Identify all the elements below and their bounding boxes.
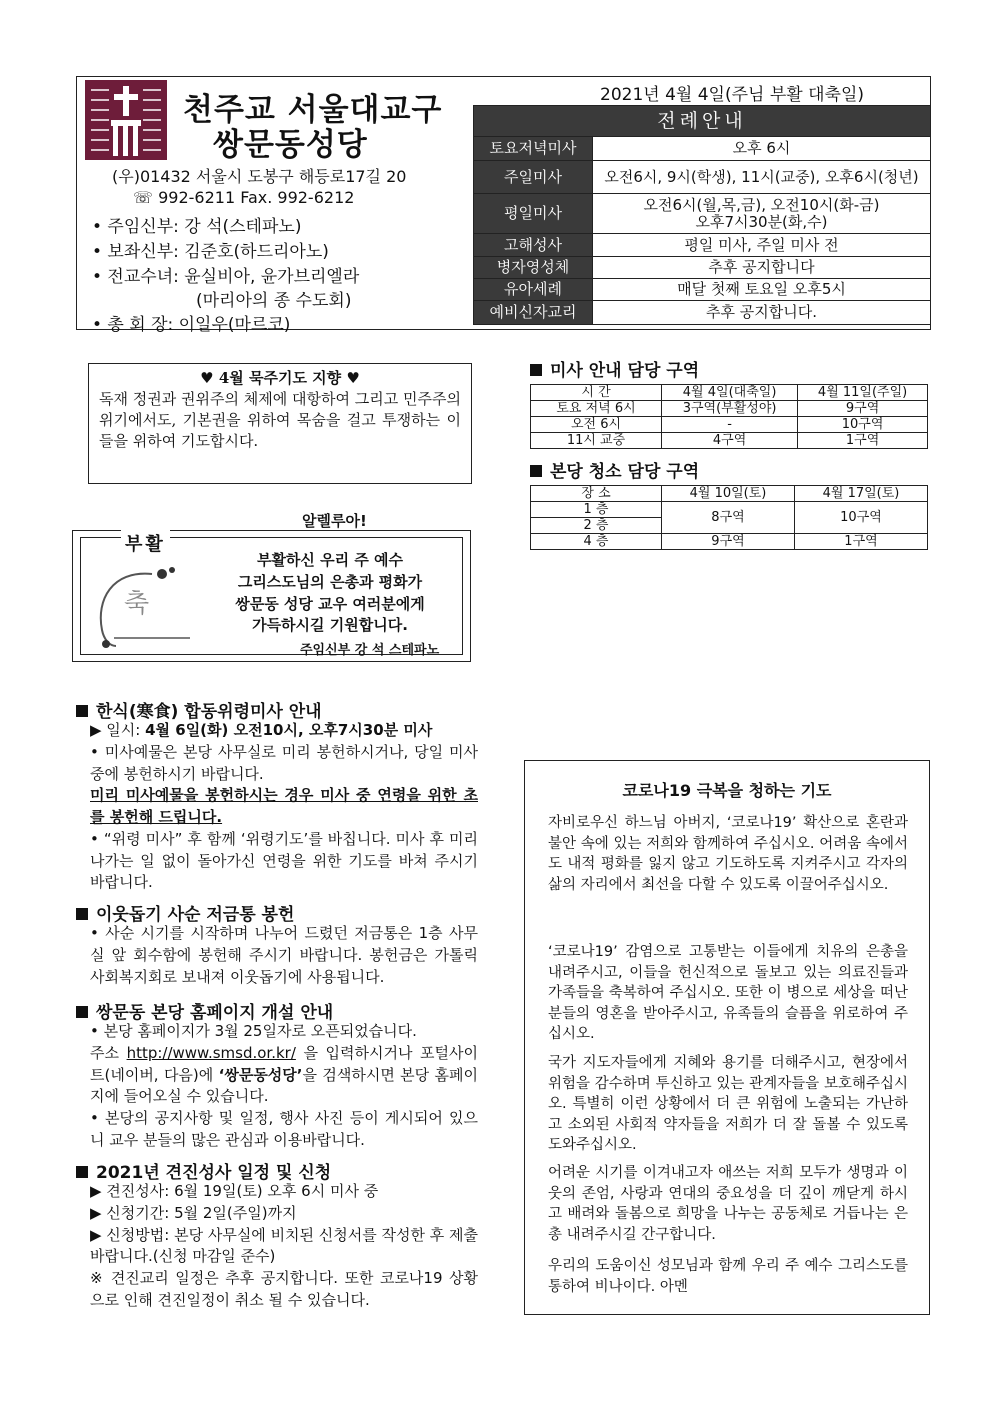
hansik-p1: • 미사예물은 본당 사무실로 미리 봉헌하시거나, 당일 미사 중에 봉헌하시기 바랍니다. xyxy=(90,742,478,783)
liturgy-value-2: 오후7시30분(화,수) xyxy=(695,212,828,231)
covid-prayer-p3: 국가 지도자들에게 지혜와 용기를 더해주시고, 현장에서 위험을 감수하며 투신하고 있는 관계자들을 보호해주십시오. 특별히 이런 상황에서 더 큰 위험에 노출되는 가난하고 소외된 사회적 약자들을 저희가 더 잘 돌볼 수 있도록 도와주십시오. xyxy=(548,1055,908,1154)
hansik-p3: • “위령 미사” 후 함께 ‘위령기도’를 바칩니다. 미사 후 미리 나가는 일 없이 돌아가신 연령을 위한 기도를 바쳐 주시기 바랍니다. xyxy=(90,829,478,892)
homepage-search-term: ‘쌍문동성당’ xyxy=(218,1065,303,1084)
covid-prayer-p2: ‘코로나19’ 감염으로 고통받는 이들에게 치유의 은총을 내려주시고, 이들을 헌신적으로 돌보고 있는 의료진들과 가족들을 축복하여 주십시오. 또한 이 병으로 세상을 떠난 분들의 영혼을 받아주시고, 유족들의 슬픔을 위로하여 주십시오. xyxy=(548,944,908,1043)
table-header: 4월 17일(토) xyxy=(795,486,928,502)
covid-prayer-p1: 자비로우신 하느님 아버지, ‘코로나19’ 확산으로 혼란과 불안 속에 있는 저희와 함께하여 주십시오. 어려움 속에서도 내적 평화를 잃지 않고 기도하도록 지켜주시고 각자의 삶의 자리에서 최선을 다할 수 있도록 이끌어주십시오. xyxy=(548,815,908,893)
table-cell: 2 층 xyxy=(531,518,662,534)
table-header: 시 간 xyxy=(531,385,662,401)
table-cell: 4구역 xyxy=(662,433,798,449)
hansik-heading xyxy=(76,697,322,722)
church-name-line1: 천주교 서울대교구 xyxy=(183,92,443,128)
confirm-l3: ▶ 신청방법: 본당 사무실에 비치된 신청서를 작성한 후 제출 바랍니다.(신청 마감일 준수) xyxy=(90,1225,479,1266)
liturgy-label: 고해성사 xyxy=(474,234,593,257)
easter-signature: 주임신부 강 석 스테파노 xyxy=(300,643,440,658)
neighbor-heading xyxy=(76,900,294,925)
confirm-l4: ※ 견진교리 일정은 추후 공지합니다. 또한 코로나19 상황으로 인해 견진일정이 취소 될 수 있습니다. xyxy=(90,1269,478,1309)
easter-message-line: 그리스도님의 은총과 평화가 xyxy=(237,572,423,591)
hansik-title: 한식(寒食) 합동위령미사 안내 xyxy=(96,702,322,722)
table-cell: 1구역 xyxy=(798,433,928,449)
parish-logo xyxy=(85,80,167,160)
alleluia: 알렐루아! xyxy=(302,512,367,530)
table-header: 4월 4일(대축일) xyxy=(662,385,798,401)
table-cell: 10구역 xyxy=(798,417,928,433)
mass-area-heading xyxy=(530,356,699,381)
staff-president: • 총 회 장: 이일우(마르코) xyxy=(92,315,291,335)
easter-title: 부활 xyxy=(121,530,170,556)
liturgy-value: 오전6시, 9시(학생), 11시(교중), 오후6시(청년) xyxy=(593,161,931,194)
liturgy-value: 평일 미사, 주일 미사 전 xyxy=(593,234,931,257)
table-cell: - xyxy=(662,417,798,433)
liturgy-title: 전례안내 xyxy=(474,106,931,137)
table-cell: 1구역 xyxy=(795,534,928,550)
table-cell: 11시 교중 xyxy=(531,433,662,449)
homepage-addr-mid: 을 입력하시거나 포털사이트(네이버, 다음)에 xyxy=(90,1043,478,1084)
clean-area-heading xyxy=(530,457,699,482)
table-header: 4월 10일(토) xyxy=(662,486,795,502)
ornament-char: 축 xyxy=(124,589,150,619)
liturgy-label: 유아세례 xyxy=(474,279,593,301)
table-header: 4월 11일(주일) xyxy=(798,385,928,401)
table-cell: 8구역 xyxy=(662,502,795,534)
table-cell: 1 층 xyxy=(531,502,662,518)
hansik-date-label: ▶ 일시: xyxy=(90,721,146,739)
liturgy-label: 토요저녁미사 xyxy=(474,137,593,161)
confirm-body xyxy=(90,1181,478,1312)
liturgy-table xyxy=(473,105,931,330)
hansik-p2: 미리 미사예물을 봉헌하시는 경우 미사 중 연령을 위한 초를 봉헌해 드립니다. xyxy=(90,786,478,826)
intention-title: ♥ 4월 묵주기도 지향 ♥ xyxy=(200,369,360,387)
clean-area-title: 본당 청소 담당 구역 xyxy=(550,462,700,482)
clean-area-table xyxy=(530,485,928,550)
liturgy-value: 매달 첫째 토요일 오후5시 xyxy=(593,279,931,301)
homepage-addr-pre: 주소 xyxy=(90,1043,127,1062)
table-header: 장 소 xyxy=(531,486,662,502)
church-name-line2: 쌍문동성당 xyxy=(213,127,368,163)
homepage-heading xyxy=(76,998,333,1023)
confirm-heading xyxy=(76,1158,331,1183)
neighbor-body: • 사순 시기를 시작하며 나누어 드렸던 저금통은 1층 사무실 앞 회수함에 봉헌해 주시기 바랍니다. 봉헌금은 가톨릭 사회복지회로 보내져 이웃돕기에 사용됩니다. xyxy=(90,924,478,986)
hansik-body xyxy=(90,720,478,894)
table-cell: 오전 6시 xyxy=(531,417,662,433)
table-cell: 4 층 xyxy=(531,534,662,550)
liturgy-value: 추후 공지합니다. xyxy=(593,301,931,325)
bulletin-date: 2021년 4월 4일(주님 부활 대축일) xyxy=(600,85,864,105)
easter-message xyxy=(205,550,455,637)
homepage-p1: • 본당 홈페이지가 3월 25일자로 오픈되었습니다. xyxy=(90,1022,417,1040)
mass-area-table xyxy=(530,384,928,449)
liturgy-label: 평일미사 xyxy=(474,194,593,234)
liturgy-label: 병자영성체 xyxy=(474,257,593,279)
homepage-link[interactable]: http://www.smsd.or.kr/ xyxy=(126,1043,296,1062)
table-cell: 3구역(부활성야) xyxy=(662,401,798,417)
confirm-title: 2021년 견진성사 일정 및 신청 xyxy=(96,1163,332,1183)
hansik-date: 4월 6일(화) 오전10시, 오후7시30분 미사 xyxy=(145,721,433,739)
staff-sisters: • 전교수녀: 윤실비아, 윤가브리엘라 xyxy=(92,267,360,287)
phone: ☏ 992-6211 Fax. 992-6212 xyxy=(133,188,355,207)
staff-assistant: • 보좌신부: 김준호(하드리아노) xyxy=(92,242,329,262)
covid-prayer-p4: 어려운 시기를 이겨내고자 애쓰는 저희 모두가 생명과 이웃의 존엄, 사랑과 연대의 중요성을 더 깊이 깨닫게 하시고 배려와 돌봄으로 희망을 나누는 공동체로 거듭나는 은총 내려주시길 간구합니다. xyxy=(548,1165,908,1243)
confirm-l1: ▶ 견진성사: 6월 19일(토) 오후 6시 미사 중 xyxy=(90,1182,379,1200)
homepage-p2: • 본당의 공지사항 및 일정, 행사 사진 등이 게시되어 있으니 교우 분들의 많은 관심과 이용바랍니다. xyxy=(90,1109,478,1149)
mass-area-title: 미사 안내 담당 구역 xyxy=(550,361,700,381)
liturgy-value: 오후 6시 xyxy=(593,137,931,161)
easter-ornament-icon xyxy=(92,560,192,650)
easter-message-line: 쌍문동 성당 교우 여러분에게 xyxy=(235,594,425,613)
homepage-addr-post: 을 검색하시면 본당 홈페이지에 들어오실 수 있습니다. xyxy=(90,1065,478,1106)
confirm-l2: ▶ 신청기간: 5월 2일(주일)까지 xyxy=(90,1203,297,1222)
liturgy-value: 추후 공지합니다 xyxy=(593,257,931,279)
staff-order: (마리아의 종 수도회) xyxy=(196,291,352,311)
covid-prayer-title: 코로나19 극복을 청하는 기도 xyxy=(622,781,832,800)
liturgy-value: 오전6시(월,목,금), 오전10시(화-금) xyxy=(643,196,880,214)
staff-pastor: • 주임신부: 강 석(스테파노) xyxy=(92,217,302,237)
table-cell: 토요 저녁 6시 xyxy=(531,401,662,417)
easter-message-line: 가득하시길 기원합니다. xyxy=(252,616,408,635)
homepage-body xyxy=(90,1021,478,1152)
table-cell: 9구역 xyxy=(798,401,928,417)
rosary-intention-box xyxy=(88,363,472,484)
homepage-title: 쌍문동 본당 홈페이지 개설 안내 xyxy=(96,1003,334,1023)
neighbor-title: 이웃돕기 사순 저금통 봉헌 xyxy=(96,905,295,925)
table-cell: 10구역 xyxy=(795,502,928,534)
address: (우)01432 서울시 도봉구 해등로17길 20 xyxy=(112,167,407,186)
liturgy-label: 주일미사 xyxy=(474,161,593,194)
intention-body: 독재 정권과 권위주의 체제에 대항하여 그리고 민주주의 위기에서도, 기본권을 위하여 목숨을 걸고 투쟁하는 이들을 위하여 기도합시다. xyxy=(99,390,461,450)
covid-prayer-p5: 우리의 도움이신 성모님과 함께 우리 주 예수 그리스도를 통하여 비나이다. 아멘 xyxy=(548,1258,908,1295)
liturgy-label: 예비신자교리 xyxy=(474,301,593,325)
table-cell: 9구역 xyxy=(662,534,795,550)
easter-message-line: 부활하신 우리 주 예수 xyxy=(256,551,404,569)
